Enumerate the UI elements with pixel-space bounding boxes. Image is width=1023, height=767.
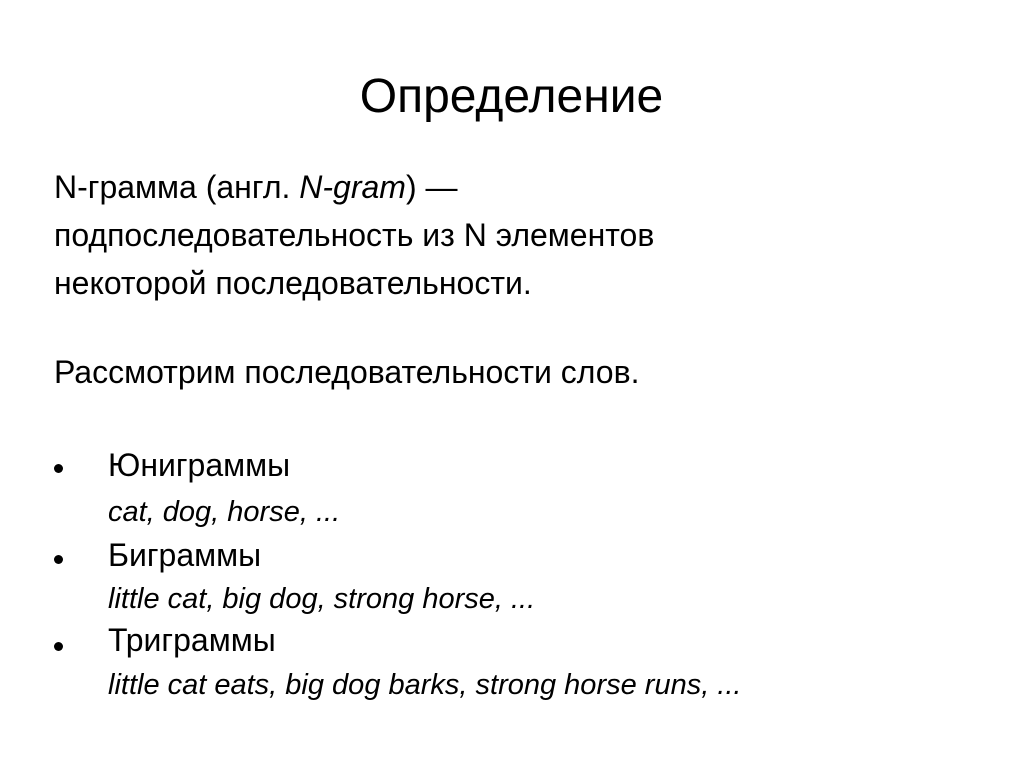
bullet-dot-icon xyxy=(54,464,63,473)
definition-line-2: подпоследовательность из N элементов xyxy=(54,217,655,253)
definition-term-prefix: N-грамма (англ. xyxy=(54,169,300,205)
bullet-example: little cat, big dog, strong horse, ... xyxy=(108,583,536,615)
definition-line-3: некоторой последовательности. xyxy=(54,265,532,301)
definition-paragraph xyxy=(54,163,994,307)
definition-term-suffix: ) — xyxy=(405,169,458,205)
definition-line-1 xyxy=(54,163,994,211)
bullet-label: Биграммы xyxy=(108,537,262,573)
consider-text: Рассмотрим последовательности слов. xyxy=(54,354,640,390)
bullet-dot-icon xyxy=(54,555,63,564)
bullet-example: cat, dog, horse, ... xyxy=(108,496,341,528)
slide-title: Определение xyxy=(359,70,664,123)
bullet-dot-icon xyxy=(54,642,63,651)
bullet-example: little cat eats, big dog barks, strong horse runs, ... xyxy=(108,669,742,701)
definition-term-english: N-gram xyxy=(299,169,406,205)
bullet-label: Триграммы xyxy=(108,622,276,658)
bullet-label: Юниграммы xyxy=(108,447,291,483)
